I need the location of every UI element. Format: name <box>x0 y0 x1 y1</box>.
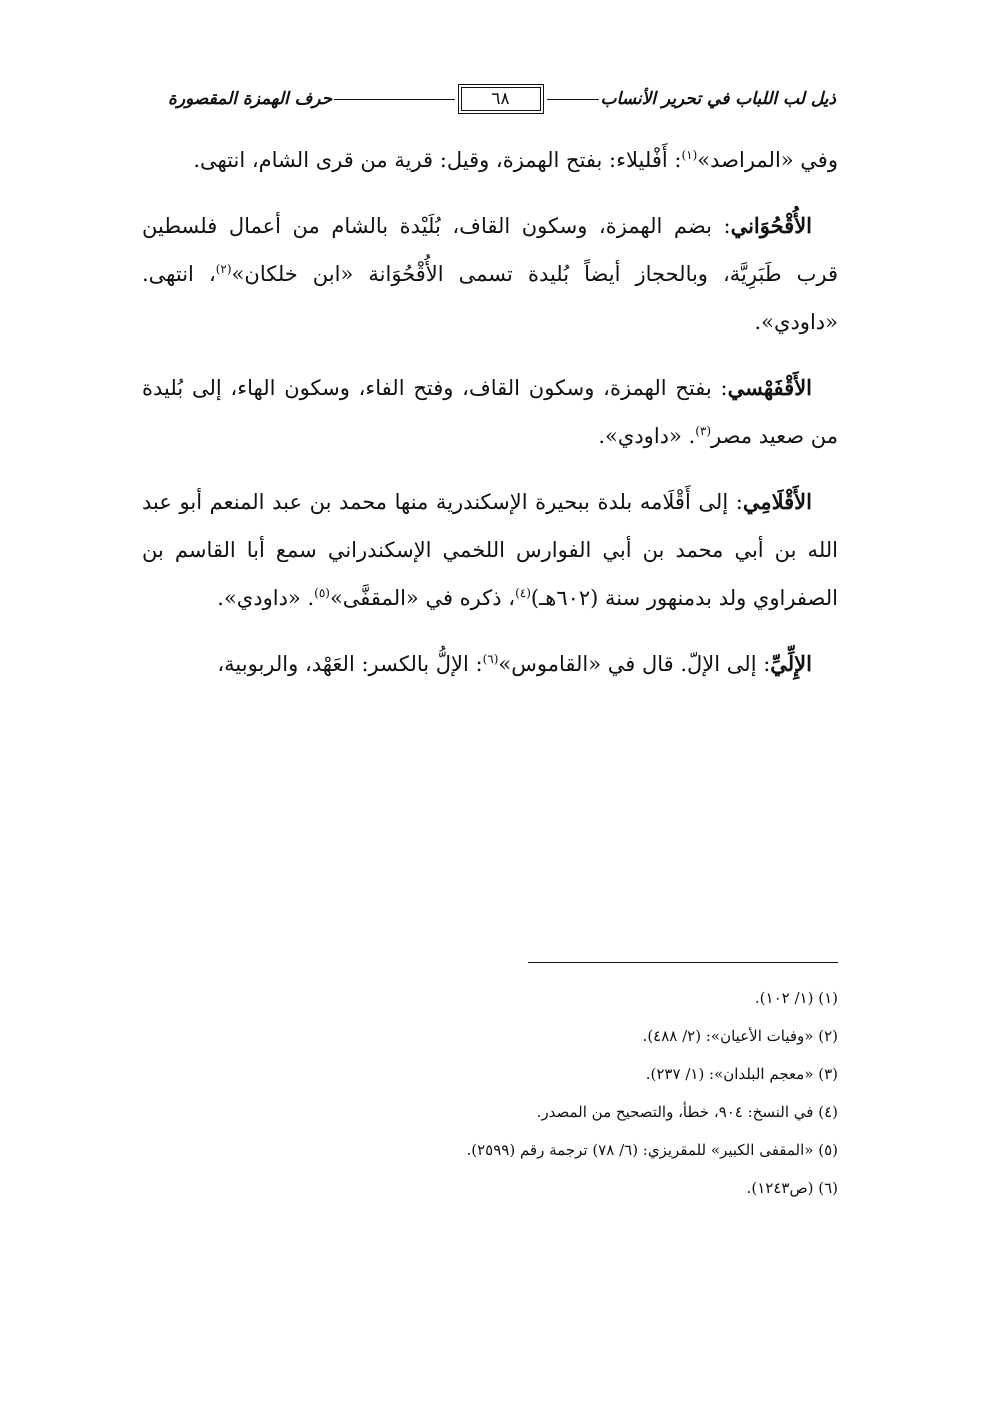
chapter-title: حرف الهمزة المقصورة <box>168 89 333 109</box>
footnote-3: (٣) «معجم البلدان»: (١/ ٢٣٧). <box>645 1065 838 1083</box>
paragraph-marasid <box>142 136 838 184</box>
footnote-separator <box>528 962 838 963</box>
paragraph-text: وفي «المراصد» <box>697 148 838 172</box>
main-text <box>142 136 838 706</box>
footnote-ref-3[interactable]: (٣) <box>695 424 712 438</box>
footnote-ref-2[interactable]: (٢) <box>215 262 232 276</box>
entry-uqhuwani <box>142 202 838 346</box>
running-header <box>168 84 836 114</box>
entry-term: الأَقْلَامِي <box>742 489 812 514</box>
entry-text: : بفتح الهمزة، وسكون القاف، وفتح الفاء، وسكون الهاء، إلى بُليدة من صعيد مصر <box>142 376 838 448</box>
entry-text: : إلى أَقْلَامه بلدة ببحيرة الإسكندرية منها محمد بن عبد المنعم أبو عبد الله بن أبي محمد بن أبي الفوارس اللخمي الإسكندراني سمع أبا القاسم بن الصفراوي ولد بدمنهور سنة (٦٠٢هـ) <box>142 490 838 610</box>
entry-text: ، ذكره في «المقفَّى» <box>329 586 516 610</box>
entry-text: . «داودي». <box>217 586 315 610</box>
footnote-6: (٦) (ص١٢٤٣). <box>746 1179 838 1197</box>
entry-text: : بضم الهمزة، وسكون القاف، بُلَيْدة بالشام من أعمال فلسطين قرب طَبَرِيَّة، وبالحجاز أيضاً بُليدة تسمى الأُقْحُوَانة «ابن خلكان» <box>142 214 838 286</box>
header-rule-left <box>334 99 454 100</box>
page-number: ٦٨ <box>461 87 541 111</box>
footnote-ref-1[interactable]: (١) <box>681 148 698 162</box>
entry-text: : إلى الإلّ. قال في «القاموس» <box>498 652 771 676</box>
entry-text: : الإلُّ بالكسر: العَهْد، والربوبية، <box>217 652 483 676</box>
book-title: ذيل لب اللباب في تحرير الأنساب <box>600 89 836 109</box>
footnote-4: (٤) في النسخ: ٩٠٤، خطأ، والتصحيح من المصدر. <box>536 1103 838 1121</box>
entry-term: الأَقْفَهْسي <box>727 375 812 400</box>
footnote-ref-6[interactable]: (٦) <box>482 652 499 666</box>
entry-term: الأُقْحُوَاني <box>730 213 812 238</box>
footnotes <box>142 980 838 1208</box>
entry-text: . «داودي». <box>598 424 696 448</box>
footnote-1: (١) (١/ ١٠٢). <box>754 989 838 1007</box>
footnote-2: (٢) «وفيات الأعيان»: (٢/ ٤٨٨). <box>642 1027 838 1045</box>
footnote-5: (٥) «المقفى الكبير» للمقريزي: (٦/ ٧٨) ترجمة رقم (٢٥٩٩). <box>466 1141 838 1159</box>
entry-aqfahsi <box>142 364 838 460</box>
entry-illi <box>142 640 838 688</box>
header-rule-right <box>547 99 599 100</box>
footnote-ref-4[interactable]: (٤) <box>515 586 531 600</box>
entry-text: ، انتهى. «داودي». <box>142 262 838 334</box>
footnote-ref-5[interactable]: (٥) <box>314 586 330 600</box>
entry-term: الإِلِّيِّ <box>770 651 812 676</box>
paragraph-text: : أَفْليلاء: بفتح الهمزة، وقيل: قرية من قرى الشام، انتهى. <box>193 148 682 172</box>
entry-aqlami <box>142 478 838 622</box>
